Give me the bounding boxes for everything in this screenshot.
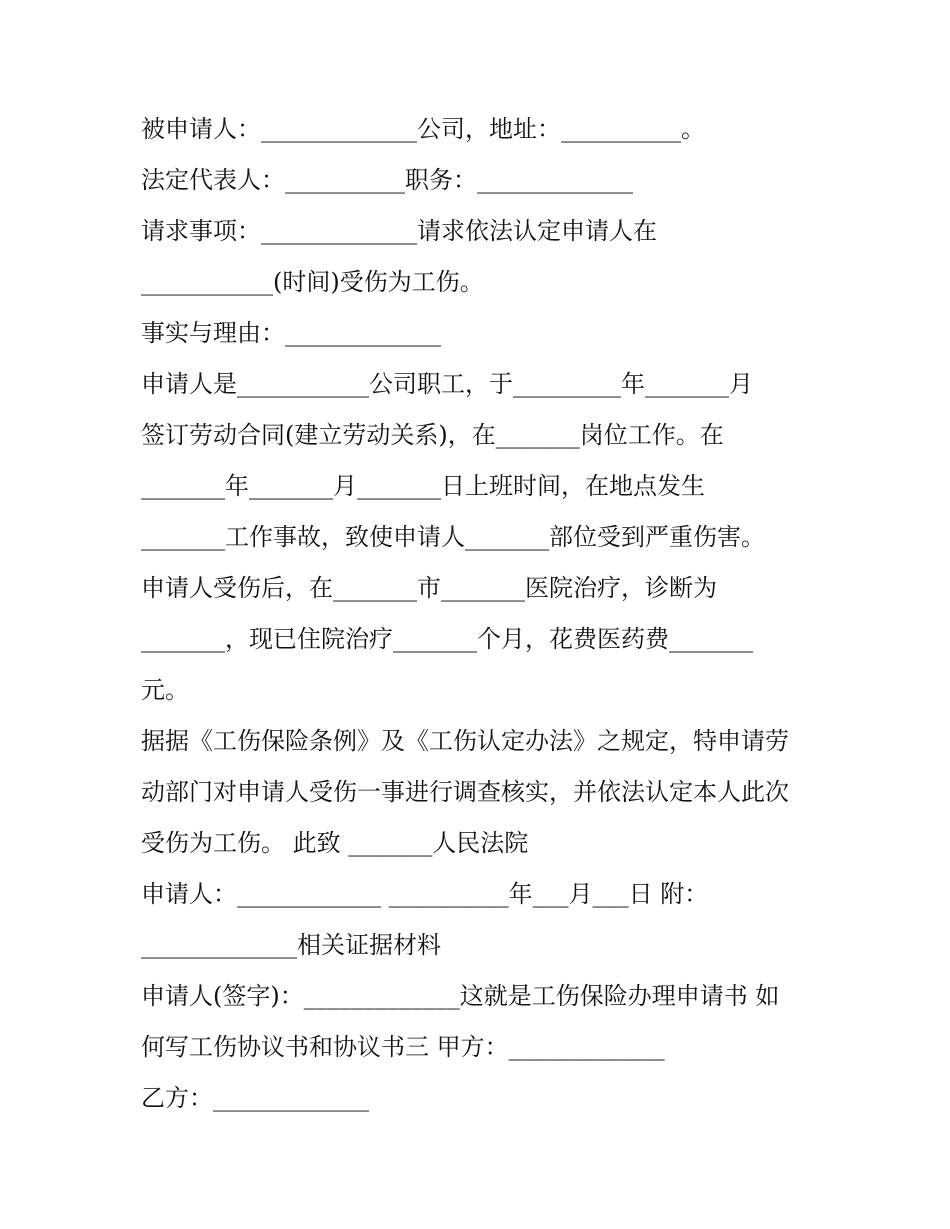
legal-representative-line: 法定代表人：__________职务：_____________: [141, 166, 633, 194]
signature-line: 申请人(签字)：_____________这就是工伤保险办理申请书 如: [141, 982, 780, 1010]
request-items-continued-line: ___________(时间)受伤为工伤。: [141, 268, 484, 296]
treatment-paragraph-line: 申请人受伤后，在_______市_______医院治疗，诊断为: [141, 574, 717, 602]
facts-reasons-heading: 事实与理由：_____________: [141, 319, 441, 347]
legal-basis-paragraph-line: 据据《工伤保险条例》及《工伤认定办法》之规定，特申请劳: [141, 727, 789, 755]
agreement-party-b-line: 乙方：_____________: [141, 1084, 369, 1112]
respondent-line: 被申请人：_____________公司，地址：__________。: [141, 115, 705, 143]
facts-paragraph-line: 申请人是___________公司职工，于_________年_______月: [141, 370, 753, 398]
request-items-line: 请求事项：_____________请求依法认定申请人在: [141, 217, 657, 245]
agreement-party-a-line: 何写工伤协议书和协议书三 甲方：_____________: [141, 1033, 665, 1061]
legal-basis-paragraph-line: 受伤为工伤。 此致 _______人民法院: [141, 829, 529, 857]
facts-paragraph-line: _______年_______月_______日上班时间，在地点发生: [141, 472, 705, 500]
legal-basis-paragraph-line: 动部门对申请人受伤一事进行调查核实，并依法认定本人此次: [141, 778, 789, 806]
attachment-line: _____________相关证据材料: [141, 931, 441, 959]
applicant-date-line: 申请人：____________ __________年___月___日 附：: [141, 880, 709, 908]
facts-paragraph-line: 签订劳动合同(建立劳动关系)，在_______岗位工作。在: [141, 421, 724, 449]
facts-paragraph-line: _______工作事故，致使申请人_______部位受到严重伤害。: [141, 523, 765, 551]
treatment-paragraph-line: _______，现已住院治疗_______个月，花费医药费_______: [141, 625, 753, 653]
treatment-paragraph-line: 元。: [141, 676, 189, 704]
document-body: [141, 104, 831, 1124]
